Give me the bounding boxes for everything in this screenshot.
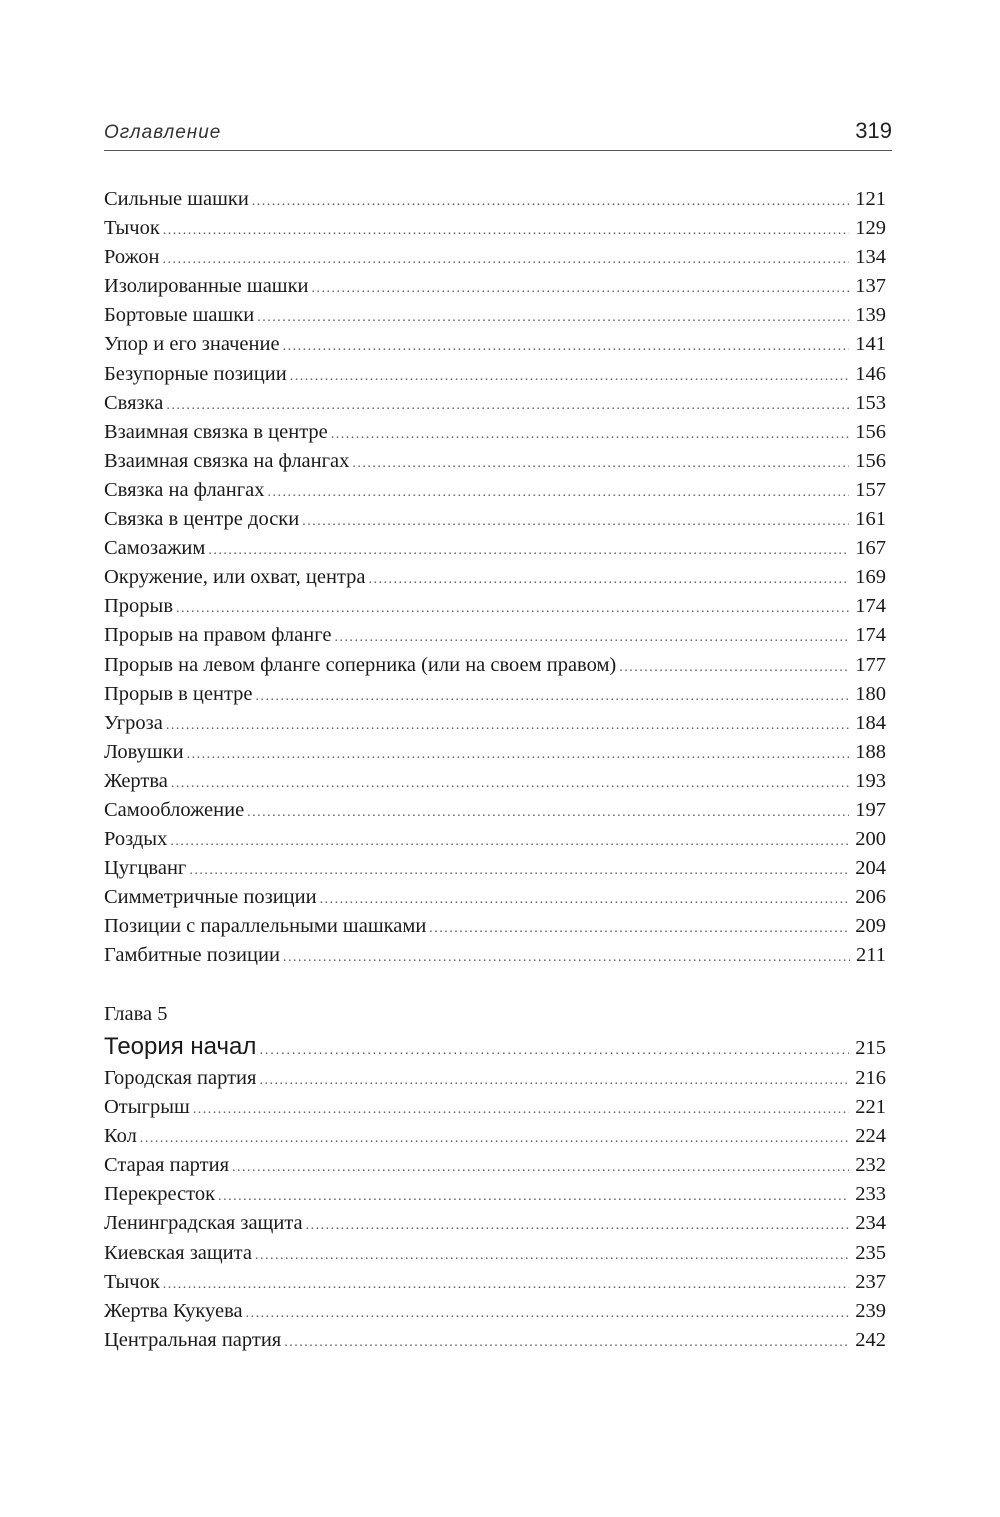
toc-entry	[104, 912, 886, 941]
toc-entry-page: 193	[855, 769, 886, 792]
toc-entry-page: 167	[855, 537, 886, 560]
toc-entry-page: 209	[855, 915, 886, 938]
toc-entry	[104, 796, 886, 825]
toc-entry-page: 129	[855, 217, 886, 240]
toc-entry-title: Гамбитные позиции	[104, 944, 280, 967]
leader-dots	[166, 391, 849, 420]
toc-entry-page: 239	[855, 1299, 886, 1322]
leader-dots	[246, 1299, 850, 1328]
toc-entry-title: Прорыв на левом фланге соперника (или на своем правом)	[104, 653, 617, 676]
toc-entry-page: 157	[855, 478, 886, 501]
toc-entry	[104, 767, 886, 796]
leader-dots	[284, 1328, 849, 1357]
toc-entry-page: 174	[855, 624, 886, 647]
toc-entry-title: Взаимная связка в центре	[104, 420, 328, 443]
toc-entry	[104, 825, 886, 854]
toc-entry-title: Тычок	[104, 1270, 160, 1293]
toc-entry	[104, 680, 886, 709]
leader-dots	[290, 362, 850, 391]
leader-dots	[302, 507, 849, 536]
toc-entry-page: 211	[856, 944, 886, 967]
toc-entry-title: Цугцванг	[104, 857, 187, 880]
toc-entry	[104, 854, 886, 883]
leader-dots	[193, 1095, 849, 1124]
leader-dots	[283, 332, 850, 361]
page-number: 319	[855, 118, 892, 143]
toc-entry	[104, 883, 886, 912]
toc-entry-title: Самозажим	[104, 537, 206, 560]
leader-dots	[619, 653, 849, 682]
toc-entry-page: 184	[855, 711, 886, 734]
toc-entry-title: Симметричные позиции	[104, 886, 317, 909]
toc-entry	[104, 1239, 886, 1268]
toc-entry-page: 206	[855, 886, 886, 909]
toc-entry	[104, 1326, 886, 1355]
toc-entry-title: Угроза	[104, 711, 163, 734]
toc-entry-page: 156	[855, 420, 886, 443]
toc-entry-page: 146	[855, 362, 886, 385]
leader-dots	[369, 565, 850, 594]
toc-entry-page: 221	[855, 1096, 886, 1119]
leader-dots	[255, 1241, 849, 1270]
toc-entry-title: Окружение, или охват, центра	[104, 566, 366, 589]
toc-entry-page: 121	[855, 188, 886, 210]
leader-dots	[334, 623, 849, 652]
toc-entry-page: 235	[855, 1241, 886, 1264]
toc-entry	[104, 1151, 886, 1180]
toc-entry-title: Старая партия	[104, 1154, 230, 1177]
leader-dots	[140, 1124, 849, 1153]
toc-entry	[104, 1122, 886, 1151]
toc-entry	[104, 505, 886, 534]
toc-entry-title: Связка в центре доски	[104, 508, 300, 531]
toc-entry-title: Ленинградская защита	[104, 1212, 303, 1235]
leader-dots	[166, 711, 849, 740]
toc-entry-title: Киевская защита	[104, 1241, 252, 1264]
toc-entry	[104, 1064, 886, 1093]
toc-entry	[104, 360, 886, 389]
leader-dots	[163, 1270, 849, 1299]
toc-entry	[104, 476, 886, 505]
toc-entry-page: 188	[855, 740, 886, 763]
leader-dots	[320, 885, 850, 914]
toc-entry	[104, 563, 886, 592]
toc-entry-page: 234	[855, 1212, 886, 1235]
toc-entry-title: Перекресток	[104, 1183, 216, 1206]
leader-dots	[218, 1182, 849, 1211]
toc-entry	[104, 389, 886, 418]
toc-entry	[104, 214, 886, 243]
toc-entry	[104, 272, 886, 301]
toc-entry	[104, 1093, 886, 1122]
toc-entry-page: 233	[855, 1183, 886, 1206]
leader-dots	[306, 1211, 850, 1240]
toc-entry	[104, 301, 886, 330]
toc-entry-title: Городская партия	[104, 1067, 257, 1089]
toc-entry	[104, 418, 886, 447]
toc-entry-page: 197	[855, 798, 886, 821]
toc-entry-title: Самообложение	[104, 798, 245, 821]
toc-entry-page: 141	[855, 333, 886, 356]
leader-dots	[259, 1066, 849, 1095]
toc-entry-page: 232	[855, 1154, 886, 1177]
toc-entry-page: 156	[855, 449, 886, 472]
toc-entry-title: Прорыв	[104, 595, 174, 618]
toc-entry-page: 177	[855, 653, 886, 676]
toc-entry-title: Прорыв на правом фланге	[104, 624, 332, 647]
toc-entry	[104, 621, 886, 650]
toc-entry-page: 216	[855, 1067, 886, 1089]
toc-list	[104, 185, 886, 971]
toc-entry	[104, 709, 886, 738]
leader-dots	[163, 245, 850, 274]
leader-dots	[176, 594, 849, 623]
toc-entry-title: Центральная партия	[104, 1328, 282, 1351]
toc-entry	[104, 243, 886, 272]
leader-dots	[256, 682, 850, 711]
leader-dots	[208, 536, 849, 565]
leader-dots	[187, 740, 850, 769]
toc-entry	[104, 1180, 886, 1209]
toc-entry-title: Упор и его значение	[104, 333, 280, 356]
toc-entry-page: 169	[855, 566, 886, 589]
toc-entry-title: Бортовые шашки	[104, 304, 255, 327]
toc-entry	[104, 651, 886, 680]
toc-entry-title: Кол	[104, 1125, 137, 1148]
toc-entry-title: Жертва	[104, 769, 168, 792]
toc-entry	[104, 941, 886, 970]
leader-dots	[259, 1033, 849, 1065]
leader-dots	[429, 914, 849, 943]
leader-dots	[352, 449, 849, 478]
toc-entry-title: Прорыв в центре	[104, 682, 253, 705]
toc-entry	[104, 330, 886, 359]
leader-dots	[283, 943, 850, 972]
toc-entry-page: 200	[855, 828, 886, 851]
toc-entry-title: Позиции с параллельными шашками	[104, 915, 427, 938]
leader-dots	[247, 798, 849, 827]
toc-entry	[104, 447, 886, 476]
toc-entry-page: 174	[855, 595, 886, 618]
leader-dots	[252, 187, 849, 216]
toc-entry-title: Сильные шашки	[104, 188, 249, 210]
chapter-label: Глава 5	[104, 1003, 168, 1025]
toc-entry-title: Безупорные позиции	[104, 362, 287, 385]
leader-dots	[171, 769, 849, 798]
toc-entry-title: Рожон	[104, 246, 160, 269]
leader-dots	[331, 420, 850, 449]
toc-entry	[104, 534, 886, 563]
toc-entry-page: 224	[855, 1125, 886, 1148]
toc-entry-page: 137	[855, 275, 886, 298]
running-header	[104, 116, 892, 151]
chapter-title-entry	[104, 1031, 886, 1063]
toc-entry-title: Связка на флангах	[104, 478, 265, 501]
leader-dots	[268, 478, 850, 507]
leader-dots	[312, 274, 850, 303]
toc-entry-title: Связка	[104, 391, 164, 414]
toc-entry-title: Жертва Кукуева	[104, 1299, 243, 1322]
toc-entry-page: 139	[855, 304, 886, 327]
leader-dots	[232, 1153, 849, 1182]
toc-entry	[104, 1297, 886, 1326]
toc-entry-title: Роздых	[104, 828, 168, 851]
toc-entry-page: 242	[855, 1328, 886, 1351]
toc-entry-title: Изолированные шашки	[104, 275, 309, 298]
leader-dots	[170, 827, 849, 856]
chapter-toc-list	[104, 1031, 886, 1355]
chapter-title: Теория начал	[104, 1033, 257, 1060]
toc-entry-page: 180	[855, 682, 886, 705]
toc-entry-page: 153	[855, 391, 886, 414]
toc-entry	[104, 185, 886, 214]
toc-entry	[104, 738, 886, 767]
toc-entry-title: Ловушки	[104, 740, 184, 763]
section-title: Оглавление	[104, 122, 222, 143]
leader-dots	[189, 856, 849, 885]
toc-entry	[104, 1209, 886, 1238]
toc-entry-page: 204	[855, 857, 886, 880]
leader-dots	[163, 216, 849, 245]
toc-entry-title: Отыгрыш	[104, 1096, 190, 1119]
chapter-page: 215	[855, 1037, 886, 1059]
leader-dots	[257, 303, 849, 332]
toc-entry-page: 237	[855, 1270, 886, 1293]
toc-entry	[104, 592, 886, 621]
toc-entry-title: Тычок	[104, 217, 160, 240]
toc-entry-page: 161	[855, 508, 886, 531]
toc-entry-title: Взаимная связка на флангах	[104, 449, 350, 472]
toc-entry-page: 134	[855, 246, 886, 269]
toc-entry	[104, 1268, 886, 1297]
